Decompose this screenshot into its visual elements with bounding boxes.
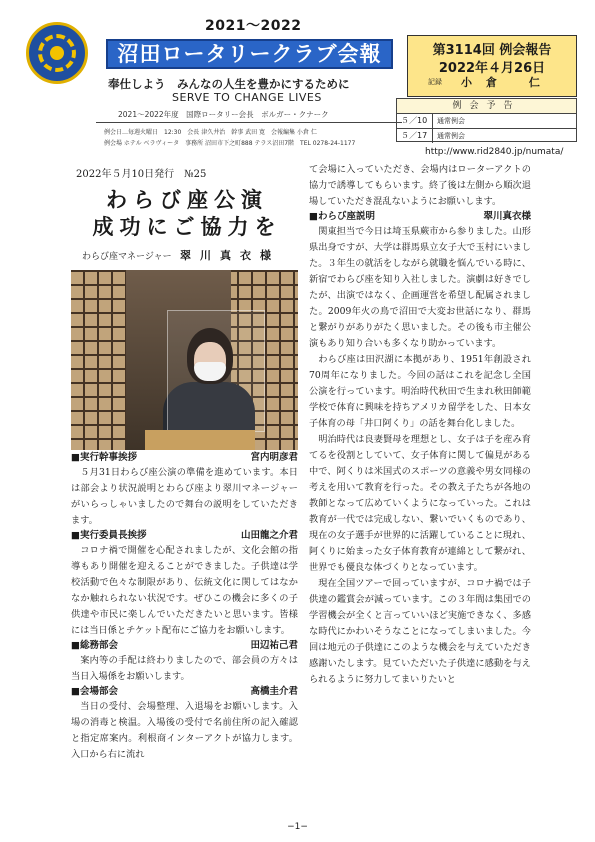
article-title-line-1: わらび座公演 bbox=[106, 187, 268, 212]
section-header bbox=[71, 451, 298, 465]
section-paragraph: コロナ禍で開催を心配されましたが、文化会館の指導もあり開催を迎えることができました。子供達は学校活動で色々な制限があり、伝統文化に関してはなかなか触れられない状況です。ぜひこの機会に多くの子供達や市民に楽しんでいただきたいと思います。皆様には当日係とチケット配布にご協力をお願いします。 bbox=[71, 545, 298, 636]
club-info-line-2: 例会場 ホテル ベラヴィータ 事務所 沼田市下之町888 テラス沼田7階 TEL 0278-24-1177 bbox=[104, 140, 356, 147]
schedule-row bbox=[397, 114, 576, 129]
section-heading: ■会場部会 bbox=[71, 686, 118, 697]
meeting-report-box bbox=[407, 35, 577, 97]
section bbox=[71, 685, 298, 763]
ri-president-line: 2021〜2022年度 国際ロータリー会長 ボルガー・クナーク bbox=[118, 110, 329, 119]
volume-years: 2021〜2022 bbox=[205, 18, 302, 34]
byline-name: 翠川真衣様 bbox=[180, 249, 280, 262]
section-header bbox=[71, 529, 298, 543]
speaker-photo bbox=[71, 270, 298, 450]
publication-date: 2022年５月10日発行 №25 bbox=[76, 169, 207, 180]
recorder-name: 小倉 仁 bbox=[461, 76, 554, 89]
section-speaker: 高橋圭介君 bbox=[250, 686, 298, 697]
schedule-row bbox=[397, 129, 576, 143]
schedule-date: ５／10 bbox=[397, 114, 433, 128]
section-paragraph: 案内等の手配は終わりましたので、部会員の方々は当日入場係をお願いします。 bbox=[71, 655, 298, 682]
section bbox=[71, 639, 298, 685]
section-heading: ■実行幹事挨拶 bbox=[71, 452, 137, 463]
acrylic-partition bbox=[167, 310, 265, 432]
section-header bbox=[309, 210, 531, 224]
schedule-event: 通常例会 bbox=[437, 117, 465, 125]
section bbox=[71, 451, 298, 529]
motto-japanese: 奉仕しよう みんなの人生を豊かにするために bbox=[108, 77, 350, 91]
left-column-text bbox=[71, 451, 298, 763]
section-speaker: 翠川真衣様 bbox=[483, 211, 531, 222]
report-number: 第3114回 例会報告 bbox=[432, 43, 552, 58]
schedule-heading: 例会予告 bbox=[397, 99, 576, 114]
schedule-date: ５／17 bbox=[397, 129, 433, 143]
section-header bbox=[71, 639, 298, 653]
section-paragraph: わらび座は田沢湖に本拠があり、1951年創設され70周年になりました。今回の話はこれを記念し全国公演を行っています。明治時代秋田で生まれ秋田師範学校で体育に興味を持ちアメリカ留学をした、日本女子体育の母「井口阿くり」の話を舞台化しました。 bbox=[309, 354, 531, 429]
section-heading: ■実行委員長挨拶 bbox=[71, 530, 147, 541]
header-divider bbox=[96, 122, 402, 123]
section-speaker: 山田龍之介君 bbox=[240, 530, 298, 541]
byline-role: わらび座マネージャー bbox=[82, 252, 172, 262]
section-speaker: 宮内明彦君 bbox=[250, 452, 298, 463]
schedule-table bbox=[396, 98, 577, 142]
rotary-logo bbox=[26, 22, 88, 84]
section-paragraph: 当日の受付、会場整理、入退場をお願いします。入場の消毒と検温。入場後の受付で名前住所の記入確認と指定席案内。利根商インターアクトが協力します。入口から右に流れ bbox=[71, 701, 298, 760]
section-header bbox=[71, 685, 298, 699]
section bbox=[71, 529, 298, 639]
continued-paragraph: て会場に入っていただき、会場内はローターアクトの協力で誘導してもらいます。終了後は左側から順次退場していただき混乱ないようにお願いします。 bbox=[309, 164, 531, 207]
recorder-label: 記録 bbox=[428, 78, 442, 86]
section-heading: ■わらび座説明 bbox=[309, 211, 375, 222]
section-paragraph: ５月31日わらび座公演の準備を進めています。本日は部会より状況説明とわらび座より翠川マネージャーがいらっしゃいましたので舞台の説明をしていただきます。 bbox=[71, 467, 298, 526]
podium bbox=[145, 430, 255, 450]
section-paragraph: 関東担当で今日は埼玉県蕨市から参りました。山形県出身ですが、大学は群馬県立女子大で玉村にいました。３年生の就活をしながら就職を悩んでいる時に、新宿でわらび座を知り入社しました。演劇は好きでしたが、出演ではなく、企画運営を希望し配属されました。2009年火の鳥で沼田で大変お世話になり、群馬と繋がりがありがたく思いました。その後も市主催公演もあり知り合いも多くなり助かっています。 bbox=[309, 226, 531, 349]
club-newsletter-title: 沼田ロータリークラブ会報 bbox=[106, 39, 393, 69]
schedule-event: 通常例会 bbox=[437, 132, 465, 140]
club-info-line-1: 例会日…毎週火曜日 12:30 会長 津久井治 幹事 武田 寛 会報編集 小倉 仁 bbox=[104, 129, 317, 136]
section-speaker: 田辺祐己君 bbox=[250, 640, 298, 651]
section-paragraph: 現在全国ツアーで回っていますが、コロナ禍では子供達の鑑賞会が減っています。この３年間は集団での学習機会が全くと言っていいほど実施できなく、多感な時代にかわいそうなことになってしまいました。今回は地元の子供達にこのような機会を与えていただき感謝いたします。見ていただいた子供達に感動を与えられるように努力してまいりたいと bbox=[309, 578, 531, 685]
article-title-line-2: 成功にご協力を bbox=[92, 214, 282, 239]
club-website-link[interactable]: http://www.rid2840.jp/numata/ bbox=[425, 147, 564, 157]
right-column-text bbox=[309, 162, 531, 688]
motto-english: SERVE TO CHANGE LIVES bbox=[172, 91, 322, 104]
section-paragraph: 明治時代は良妻賢母を理想とし、女子は子を産み育てるを役割としていて、女子体育に関して偏見がある中で、阿くりは米国式のスポーツの意義や男女同様の考えを用いて教育を行った。その教え子たちが各地の教師となって広めていくようになっていった。これは教育が一代では完成しない、繋いでいくものであり、現在の女子選手が世界的に活躍していることに現れ、阿くりに始まった女子体育教育が連綿として繋がれ、世界でも優良な体づくりとなっています。 bbox=[309, 434, 531, 573]
section-heading: ■総務部会 bbox=[71, 640, 118, 651]
report-date: 2022年４月26日 bbox=[438, 61, 546, 76]
page-number: −1− bbox=[287, 822, 308, 832]
